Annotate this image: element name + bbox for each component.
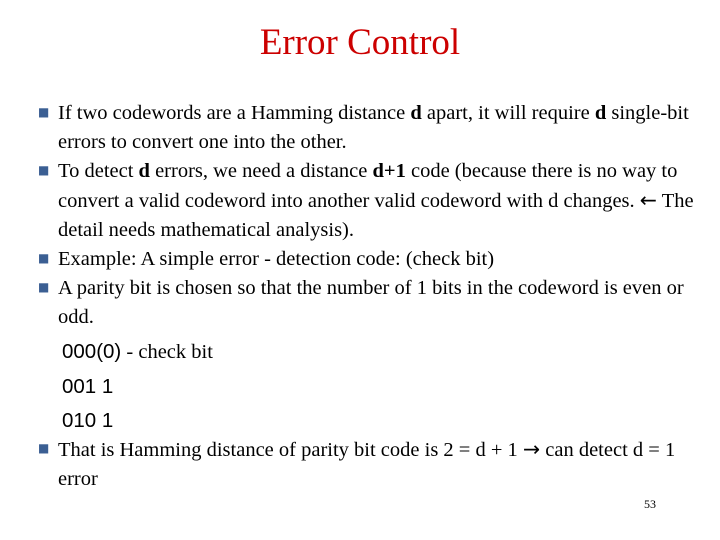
example-line bbox=[36, 406, 696, 435]
page-number: 53 bbox=[644, 497, 656, 511]
bullet-text: code (because there is no way to convert a valid codeword into another valid codeword with d changes. bbox=[58, 160, 678, 212]
bullet-parity bbox=[36, 274, 696, 332]
bullet-text: To detect bbox=[58, 160, 139, 182]
example-code: 010 1 bbox=[62, 409, 114, 432]
bullet-conclusion bbox=[36, 435, 696, 494]
bullet-detect-errors bbox=[36, 157, 696, 245]
bullet-text: If two codewords are a Hamming distance bbox=[58, 102, 411, 124]
bullet-text: single-bit errors to convert one into the other. bbox=[58, 102, 689, 153]
example-line bbox=[36, 372, 696, 401]
example-line bbox=[36, 337, 696, 367]
bold-term: d bbox=[594, 102, 607, 124]
bold-term: d bbox=[410, 102, 422, 124]
bullet-text: That is Hamming distance of parity bit code is 2 = d + 1 bbox=[58, 439, 523, 461]
example-note: - check bit bbox=[121, 341, 213, 363]
bullet-text: A parity bit is chosen so that the number of 1 bits in the codeword is even or odd. bbox=[58, 277, 684, 328]
bold-term: d+1 bbox=[372, 160, 406, 182]
square-bullet-icon: ■ bbox=[38, 105, 50, 119]
bullet-text: The detail needs mathematical analysis). bbox=[58, 190, 694, 241]
slide-body bbox=[36, 99, 696, 494]
square-bullet-icon: ■ bbox=[38, 280, 50, 294]
bullet-hamming-distance bbox=[36, 99, 696, 157]
bullet-example bbox=[36, 245, 696, 274]
bullet-text: can detect d = 1 error bbox=[58, 439, 676, 490]
example-code: 001 1 bbox=[62, 375, 114, 398]
square-bullet-icon: ■ bbox=[38, 251, 50, 265]
left-arrow-icon: ← bbox=[639, 188, 657, 212]
bullet-text: Example: A simple error - detection code: (check bit) bbox=[58, 248, 495, 270]
square-bullet-icon: ■ bbox=[38, 163, 50, 177]
square-bullet-icon: ■ bbox=[38, 441, 50, 455]
bullet-text: errors, we need a distance bbox=[149, 160, 373, 182]
example-code: 000(0) bbox=[62, 340, 122, 363]
slide-title: Error Control bbox=[259, 22, 461, 63]
right-arrow-icon: → bbox=[522, 437, 541, 461]
bold-term: d bbox=[138, 160, 150, 182]
bullet-text: apart, it will require bbox=[421, 102, 595, 124]
